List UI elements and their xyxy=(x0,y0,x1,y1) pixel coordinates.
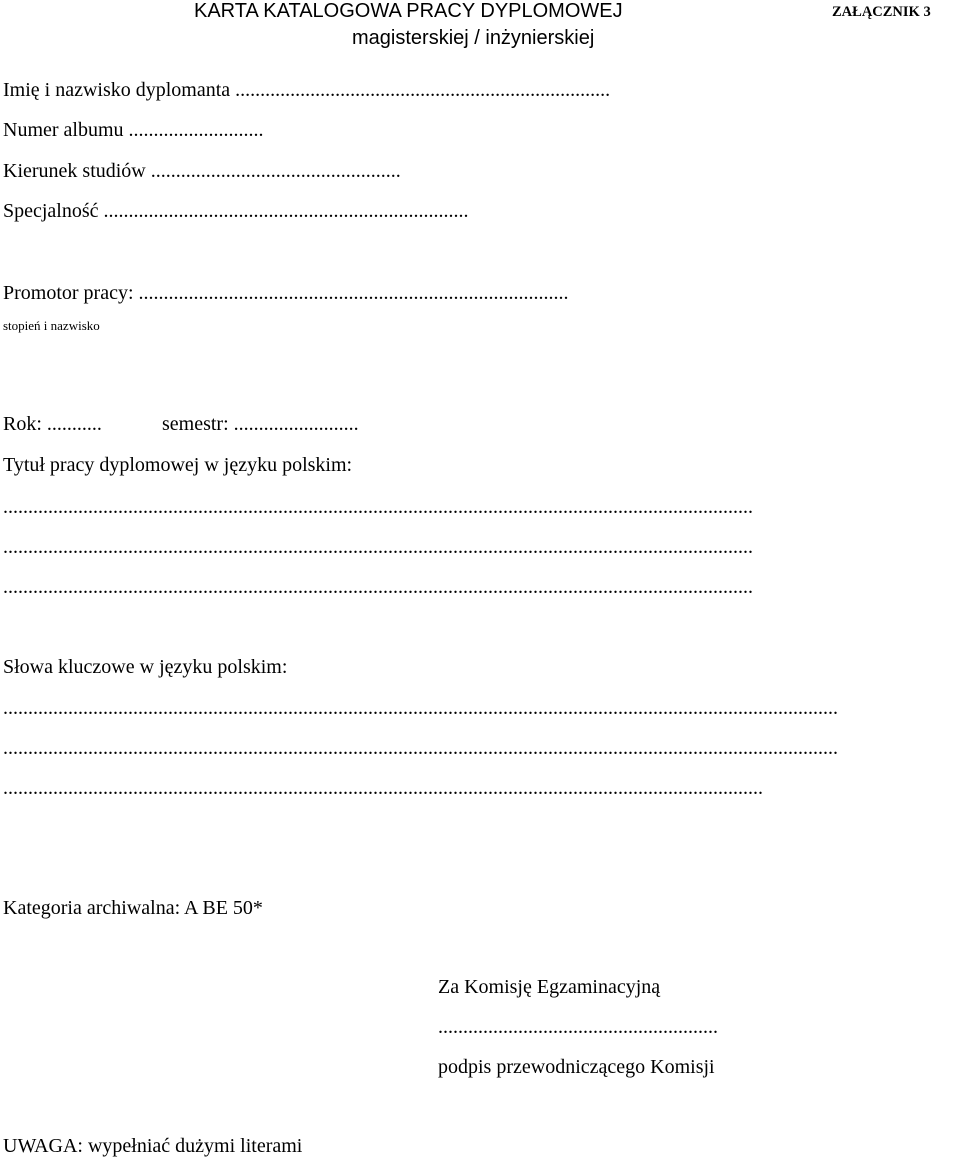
form-subtitle: magisterskiej / inżynierskiej xyxy=(352,27,595,49)
form-title: KARTA KATALOGOWA PRACY DYPLOMOWEJ xyxy=(194,0,623,22)
thesis-title-label: Tytuł pracy dyplomowej w języku polskim: xyxy=(3,454,353,476)
keywords-line[interactable]: ....................................................................................................................................................................... xyxy=(3,697,838,719)
annex-label: ZAŁĄCZNIK 3 xyxy=(832,4,931,20)
keywords-label: Słowa kluczowe w języku polskim: xyxy=(3,656,288,678)
archive-category: Kategoria archiwalna: A BE 50* xyxy=(3,897,263,919)
specialization-field[interactable]: Specjalność ......................................................................... xyxy=(3,200,469,222)
thesis-title-line[interactable]: ...................................................................................................................................................... xyxy=(3,536,753,558)
supervisor-hint: stopień i nazwisko xyxy=(3,318,100,333)
field-of-study-field[interactable]: Kierunek studiów .................................................. xyxy=(3,160,401,182)
year-field[interactable]: Rok: ........... xyxy=(3,413,102,435)
supervisor-field[interactable]: Promotor pracy: ...................................................................................... xyxy=(3,282,569,304)
commission-label: Za Komisję Egzaminacyjną xyxy=(438,976,661,998)
signature-caption: podpis przewodniczącego Komisji xyxy=(438,1056,715,1078)
thesis-title-line[interactable]: ...................................................................................................................................................... xyxy=(3,576,753,598)
thesis-title-line[interactable]: ...................................................................................................................................................... xyxy=(3,496,753,518)
signature-line[interactable]: ........................................................ xyxy=(438,1016,718,1038)
student-name-field[interactable]: Imię i nazwisko dyplomanta ........................................................................... xyxy=(3,79,611,101)
keywords-line[interactable]: ....................................................................................................................................................................... xyxy=(3,737,838,759)
album-number-field[interactable]: Numer albumu ........................... xyxy=(3,119,264,141)
fill-instruction-note: UWAGA: wypełniać dużymi literami xyxy=(3,1135,303,1157)
keywords-line[interactable]: ........................................................................................................................................................ xyxy=(3,777,763,799)
semester-field[interactable]: semestr: ......................... xyxy=(162,413,359,435)
